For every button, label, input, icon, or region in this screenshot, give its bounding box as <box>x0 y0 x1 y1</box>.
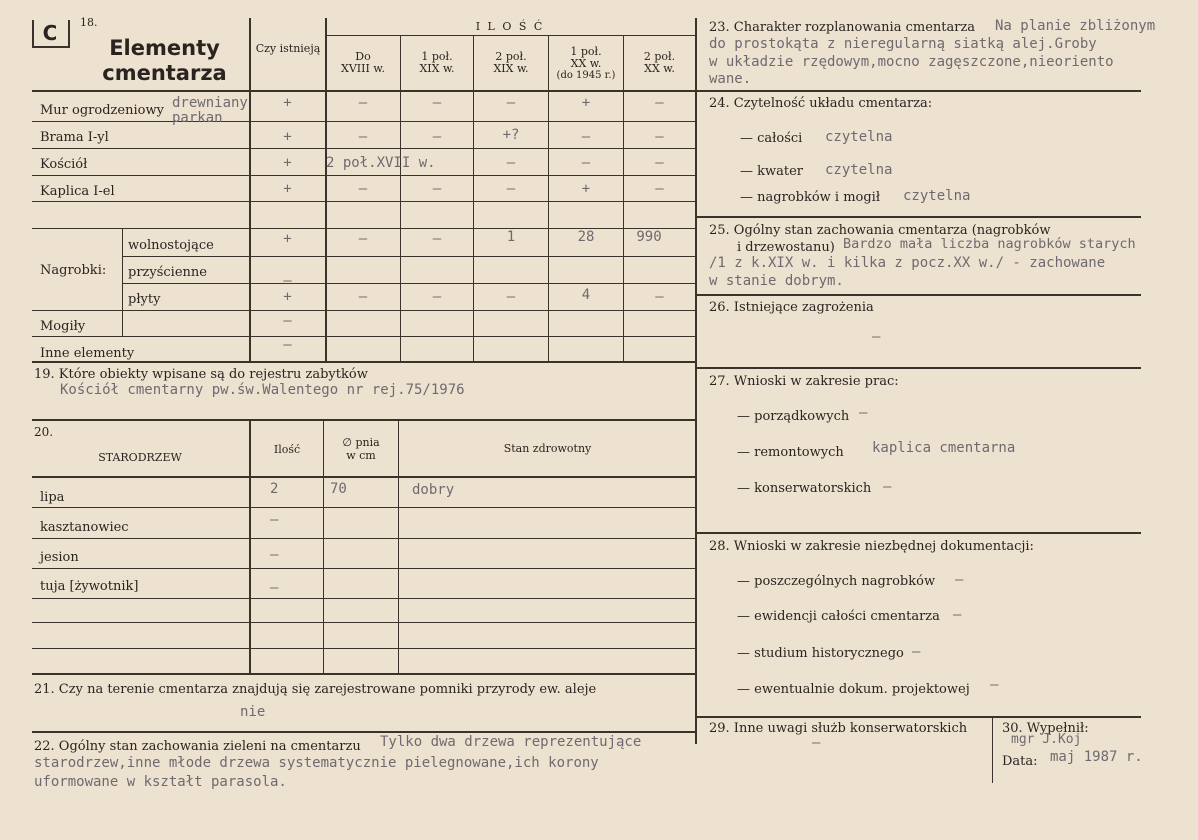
line-end26 <box>697 367 1141 369</box>
row-wolno-label: wolnostojące <box>128 238 214 253</box>
s24-item-label-3: — nagrobków i mogił <box>740 190 881 205</box>
tree-h1 <box>32 507 695 508</box>
col-header-4b: XX w. <box>570 57 602 70</box>
tree-ilosc-4: – <box>270 580 279 596</box>
tree-v1 <box>249 420 251 674</box>
tree-col-pien-a: ∅ pnia <box>342 436 380 449</box>
line-end24 <box>697 216 1141 218</box>
s24-item-value-2: czytelna <box>825 162 893 178</box>
grid-h-r7 <box>122 283 695 284</box>
col-header-5b: XX w. <box>644 62 675 75</box>
row-wolno-v2: – <box>432 231 442 247</box>
center-divider <box>695 18 697 744</box>
grid-v-c4 <box>548 36 549 362</box>
letter-box-right <box>68 20 70 48</box>
section-23-line4: wane. <box>709 71 752 87</box>
s28-item-value-2: – <box>953 607 962 623</box>
s27-item-value-2: kaplica cmentarna <box>872 440 1016 456</box>
line-v-29-30 <box>992 717 993 783</box>
row-mur-v1: – <box>358 95 368 111</box>
row-kaplica-v2: – <box>432 181 442 197</box>
row-mur-note2: parkan <box>172 110 223 126</box>
row-mur-v5: – <box>655 95 664 111</box>
row-mur-note1: drewniany <box>172 95 248 111</box>
section-28-label: 28. Wnioski w zakresie niezbędnej dokumentacji: <box>709 539 1034 554</box>
row-brama-v5: – <box>655 129 664 145</box>
grid-v-nagrobki <box>122 228 123 336</box>
s24-item-value-1: czytelna <box>825 129 893 145</box>
s24-item-label-2: — kwater <box>740 164 804 179</box>
row-wolno-v5: 990 <box>636 229 662 245</box>
grid-h-end18 <box>32 361 695 363</box>
section-29-value: – <box>812 735 821 751</box>
row-mogily-label: Mogiły <box>40 319 86 334</box>
tree-h6 <box>32 648 695 649</box>
section-22-line2: starodrzew,inne młode drzewa systematycznie pielegnowane,ich korony <box>34 755 599 771</box>
col-header-1b: XVIII w. <box>341 62 385 75</box>
section-23-line3: w układzie rzędowym,mocno zagęszczone,nieoriento <box>709 54 1114 70</box>
grid-h-r3 <box>32 175 695 176</box>
row-kaplica-v3: – <box>506 181 516 197</box>
grid-v-c2 <box>400 36 401 362</box>
row-kaplica-v4: + <box>581 181 591 197</box>
grid-h-r6 <box>122 256 695 257</box>
section-30-data-value: maj 1987 r. <box>1050 749 1143 765</box>
s28-item-value-1: – <box>955 572 964 588</box>
grid-h-header <box>32 90 695 92</box>
s28-item-label-4: — ewentualnie dokum. projektowej <box>737 682 970 697</box>
section-21-label: 21. Czy na terenie cmentarza znajdują się zarejestrowane pomniki przyrody ew. aleje <box>34 682 597 697</box>
section-29-label: 29. Inne uwagi służb konserwatorskich <box>709 721 968 736</box>
row-brama-v4: – <box>581 129 591 145</box>
section-23-line1: Na planie zbliżonym <box>995 18 1156 34</box>
section-18-title-line2: cmentarza <box>102 61 227 85</box>
section-30-name: mgr J.Koj <box>1011 732 1082 747</box>
tree-h3 <box>32 568 695 569</box>
col-header-3a: 2 poł. <box>495 50 527 63</box>
section-22-label: 22. Ogólny stan zachowania zieleni na cmentarzu <box>34 739 361 754</box>
row-mur-czy: + <box>283 95 292 111</box>
section-20-title: STARODRZEW <box>98 451 182 464</box>
letter-box-bottom <box>32 46 70 48</box>
s24-item-value-3: czytelna <box>903 188 971 204</box>
row-kosciol-v4: – <box>581 155 591 171</box>
grid-h-r2 <box>32 148 695 149</box>
row-brama-v1: – <box>358 129 368 145</box>
section-25-label1: 25. Ogólny stan zachowania cmentarza (nagrobków <box>709 223 1051 238</box>
section-30-data-label: Data: <box>1002 754 1038 769</box>
tree-h4 <box>32 598 695 599</box>
tree-ilosc-1: 2 <box>270 481 279 497</box>
row-kaplica-czy: + <box>283 181 292 197</box>
section-25-label2: i drzewostanu) <box>737 240 835 255</box>
tree-v3 <box>398 420 399 674</box>
row-przysc-czy: – <box>283 273 292 289</box>
section-25-line1: Bardzo mała liczba nagrobków starych <box>843 236 1136 252</box>
tree-stan-1: dobry <box>412 482 455 498</box>
row-brama-v2: – <box>432 129 442 145</box>
row-kosciol-v3: – <box>506 155 516 171</box>
tree-pien-1: 70 <box>330 481 347 497</box>
s27-item-value-1: – <box>859 405 868 421</box>
section-19-value: Kościół cmentarny pw.św.Walentego nr rej.75/1976 <box>60 382 465 398</box>
row-plyty-czy: + <box>283 289 292 305</box>
tree-name-4: tuja [żywotnik] <box>40 579 139 594</box>
section-19-label: 19. Które obiekty wpisane są do rejestru zabytków <box>34 367 368 382</box>
section-24-label: 24. Czytelność układu cmentarza: <box>709 96 933 111</box>
section-18-number: 18. <box>80 16 98 29</box>
s27-item-label-3: — konserwatorskich <box>737 481 872 496</box>
tree-name-2: kasztanowiec <box>40 520 129 535</box>
section-30-label: 30. Wypełnił: <box>1002 721 1089 736</box>
section-21-value: nie <box>240 704 266 720</box>
col-header-1a: Do <box>355 50 371 63</box>
tree-ilosc-3: – <box>270 547 279 563</box>
line-end28 <box>697 716 1141 718</box>
row-kosciol-czy: + <box>283 155 292 171</box>
s28-item-label-3: — studium historycznego <box>737 646 904 661</box>
row-brama-v3: +? <box>502 127 520 143</box>
row-mur-v4: + <box>581 95 591 111</box>
col-header-ilosc: I L O Ś Ć <box>475 20 545 33</box>
line-end25 <box>697 294 1141 296</box>
row-kaplica-v1: – <box>358 181 368 197</box>
col-header-2a: 1 poł. <box>421 50 453 63</box>
row-mur-label: Mur ogrodzeniowy <box>40 103 164 118</box>
grid-h-r9 <box>32 336 695 337</box>
s28-item-value-4: – <box>990 677 999 693</box>
tree-h-header <box>32 476 695 478</box>
grid-h-r1 <box>32 121 695 122</box>
row-kaplica-label: Kaplica I-el <box>40 184 115 199</box>
row-mur-v3: – <box>506 95 516 111</box>
section-23-line2: do prostokąta z nieregularną siatką alej.Groby <box>709 36 1097 52</box>
row-plyty-v5: – <box>655 289 664 305</box>
section-23-label: 23. Charakter rozplanowania cmentarza <box>709 20 976 35</box>
line-end21 <box>32 731 695 733</box>
grid-h-ilosc <box>325 35 695 36</box>
row-plyty-v1: – <box>358 289 368 305</box>
section-22-line1: Tylko dwa drzewa reprezentujące <box>380 734 642 750</box>
section-25-line2: /1 z k.XIX w. i kilka z pocz.XX w./ - zachowane <box>709 255 1106 271</box>
s27-item-value-3: – <box>883 479 892 495</box>
row-plyty-v2: – <box>432 289 442 305</box>
row-brama-label: Brama I-yl <box>40 130 109 145</box>
row-mogily-czy: – <box>283 313 292 329</box>
line-end27 <box>697 532 1141 534</box>
grid-v-c5 <box>623 36 624 362</box>
row-wolno-v1: – <box>358 231 368 247</box>
card-letter: C <box>42 21 58 45</box>
col-header-czy: Czy istnieją <box>255 42 321 55</box>
tree-name-1: lipa <box>40 490 65 505</box>
col-header-4a: 1 poł. <box>570 45 602 58</box>
col-header-4c: (do 1945 r.) <box>556 70 616 81</box>
tree-ilosc-2: – <box>270 512 279 528</box>
row-inne-label: Inne elementy <box>40 346 135 361</box>
row-mur-v2: – <box>432 95 442 111</box>
row-kosciol-note: 2 poł.XVII w. <box>326 155 436 171</box>
row-brama-czy: + <box>283 129 292 145</box>
tree-col-ilosc: Ilość <box>273 443 301 456</box>
row-plyty-v4: 4 <box>581 287 591 303</box>
grid-h-r4 <box>32 201 695 202</box>
s28-item-value-3: – <box>912 644 921 660</box>
tree-col-pien-b: w cm <box>346 449 376 462</box>
col-header-2b: XIX w. <box>419 62 455 75</box>
section-27-label: 27. Wnioski w zakresie prac: <box>709 374 899 389</box>
tree-name-3: jesion <box>40 550 79 565</box>
section-25-line3: w stanie dobrym. <box>709 273 844 289</box>
line-end23 <box>697 90 1141 92</box>
row-wolno-v3: 1 <box>506 229 516 245</box>
nagrobki-label: Nagrobki: <box>40 263 107 278</box>
row-kaplica-v5: – <box>655 181 664 197</box>
row-inne-czy: – <box>283 337 292 353</box>
line-end20 <box>32 673 695 675</box>
s28-item-label-1: — poszczególnych nagrobków <box>737 574 936 589</box>
row-przysc-label: przyścienne <box>128 265 207 280</box>
section-22-line3: uformowane w kształt parasola. <box>34 774 287 790</box>
s27-item-label-1: — porządkowych <box>737 409 850 424</box>
s28-item-label-2: — ewidencji całości cmentarza <box>737 609 940 624</box>
section-26-label: 26. Istniejące zagrożenia <box>709 300 874 315</box>
grid-h-r8 <box>32 310 695 311</box>
section-26-value: – <box>872 329 881 345</box>
row-wolno-czy: + <box>283 231 292 247</box>
row-plyty-label: płyty <box>128 292 161 307</box>
row-kosciol-label: Kościół <box>40 157 88 172</box>
line-end19 <box>32 419 695 421</box>
row-wolno-v4: 28 <box>577 229 595 245</box>
row-plyty-v3: – <box>506 289 516 305</box>
grid-v-c3 <box>473 36 474 362</box>
tree-h5 <box>32 622 695 623</box>
s27-item-label-2: — remontowych <box>737 445 844 460</box>
s24-item-label-1: — całości <box>740 131 803 146</box>
col-header-3b: XIX w. <box>493 62 529 75</box>
tree-col-stan: Stan zdrowotny <box>503 442 592 455</box>
row-kosciol-v5: – <box>655 155 664 171</box>
section-20-number: 20. <box>34 425 54 439</box>
col-header-5a: 2 poł. <box>643 50 676 63</box>
tree-h2 <box>32 538 695 539</box>
section-18-title-line1: Elementy <box>109 36 220 60</box>
